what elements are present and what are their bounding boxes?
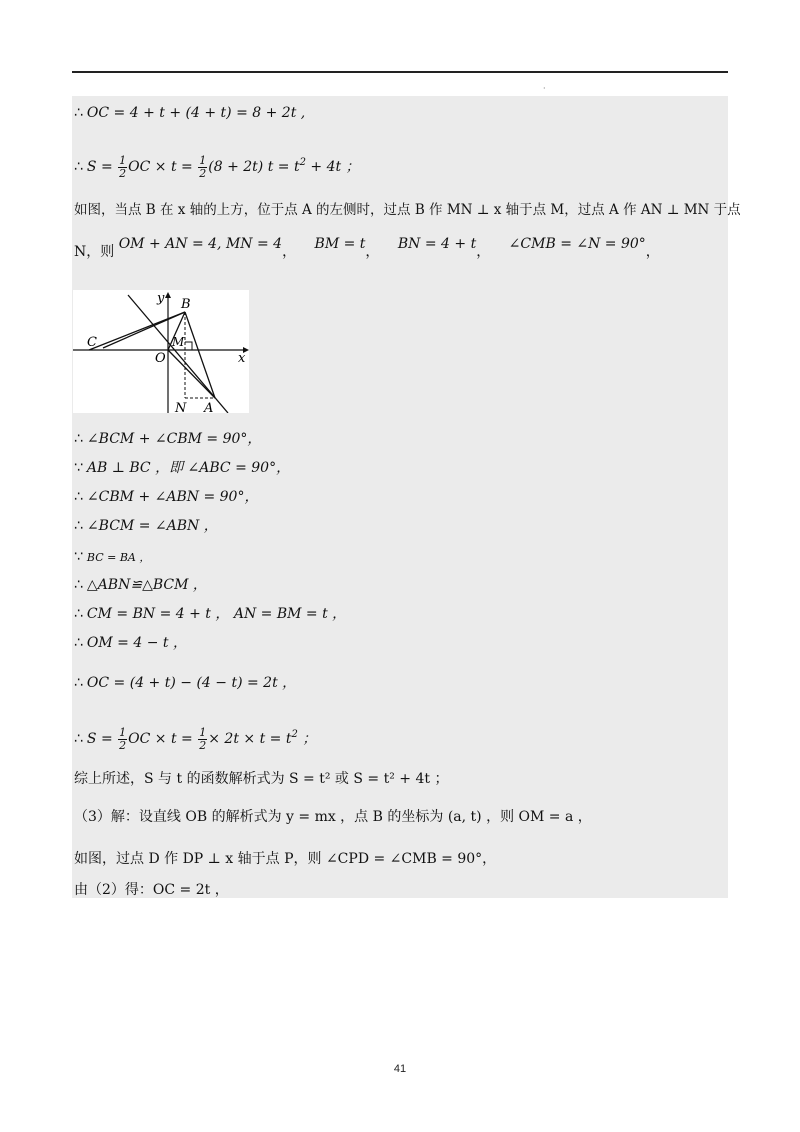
step-1: ∴ ∠BCM + ∠CBM = 90°， bbox=[74, 431, 262, 447]
part-3: （3）解：设直线 OB 的解析式为 y = mx ，点 B 的坐标为 (a, t) ，则 OM = a ， bbox=[74, 809, 592, 825]
y-axis-arrow bbox=[165, 292, 171, 298]
step-6: ∴ △ABN≌△BCM ， bbox=[74, 577, 207, 593]
label-b: B bbox=[181, 297, 191, 312]
step-5: ∵ BC = BA ， bbox=[74, 549, 151, 565]
paragraph-dp: 如图，过点 D 作 DP ⊥ x 轴于点 P，则 ∠CPD = ∠CMB = 90°， bbox=[74, 851, 497, 867]
header-dot: · bbox=[543, 84, 546, 93]
right-angle-mark bbox=[185, 342, 192, 350]
label-n: N bbox=[175, 401, 187, 413]
label-y: y bbox=[157, 291, 165, 306]
step-9: ∴ OC = (4 + t) − (4 − t) = 2t ， bbox=[74, 675, 297, 691]
step-10: ∴ S = $\frac{1}{2}$ OC × t = $\frac{1}{2}$ × $2t \times t = t^2$ ； bbox=[74, 725, 317, 752]
eq-area-s: ∴ S = $\frac{1}{2}$ OC × t = $\frac{1}{2}$ (8 + 2t) $t = t^2 + 4t$ ； bbox=[74, 153, 360, 180]
figure-svg bbox=[73, 290, 249, 413]
paragraph-given: N，则 OM + AN = 4, MN = 4， BM = t， BN = 4 + t， ∠CMB = ∠N = 90°， bbox=[74, 236, 660, 260]
step-2: ∵ AB ⊥ BC ，即 ∠ABC = 90°， bbox=[74, 460, 291, 476]
fraction-half: $\frac{1}{2}$ bbox=[199, 725, 207, 752]
page-number: 41 bbox=[393, 1063, 407, 1075]
segment-ba bbox=[185, 312, 215, 398]
fraction-half: $\frac{1}{2}$ bbox=[199, 153, 207, 180]
step-3: ∴ ∠CBM + ∠ABN = 90°， bbox=[74, 489, 259, 505]
segment-oa bbox=[168, 350, 215, 398]
label-c: C bbox=[87, 335, 97, 350]
paragraph-case: 如图，当点 B 在 x 轴的上方，位于点 A 的左侧时，过点 B 作 MN ⊥ x 轴于点 M，过点 A 作 AN ⊥ MN 于点 bbox=[74, 202, 741, 218]
label-x: x bbox=[238, 351, 246, 366]
geometry-figure bbox=[73, 290, 249, 413]
eq-oc-sum: ∴ OC = 4 + t + (4 + t) = 8 + 2t , bbox=[74, 105, 306, 121]
label-m: M bbox=[172, 335, 185, 349]
fraction-half: $\frac{1}{2}$ bbox=[119, 725, 127, 752]
therefore-symbol: ∴ bbox=[74, 105, 83, 121]
summary: 综上所述，S 与 t 的函数解析式为 S = t² 或 S = t² + 4t ； bbox=[74, 771, 449, 787]
paragraph-oc: 由（2）得：OC = 2t ， bbox=[74, 882, 229, 898]
label-a: A bbox=[204, 401, 214, 413]
header-rule bbox=[72, 71, 728, 73]
step-8: ∴ OM = 4 − t ， bbox=[74, 635, 187, 651]
step-7: ∴ CM = BN = 4 + t ， AN = BM = t ， bbox=[74, 606, 347, 622]
step-4: ∴ ∠BCM = ∠ABN ， bbox=[74, 518, 218, 534]
fraction-half: $\frac{1}{2}$ bbox=[119, 153, 127, 180]
label-o: O bbox=[155, 351, 166, 366]
